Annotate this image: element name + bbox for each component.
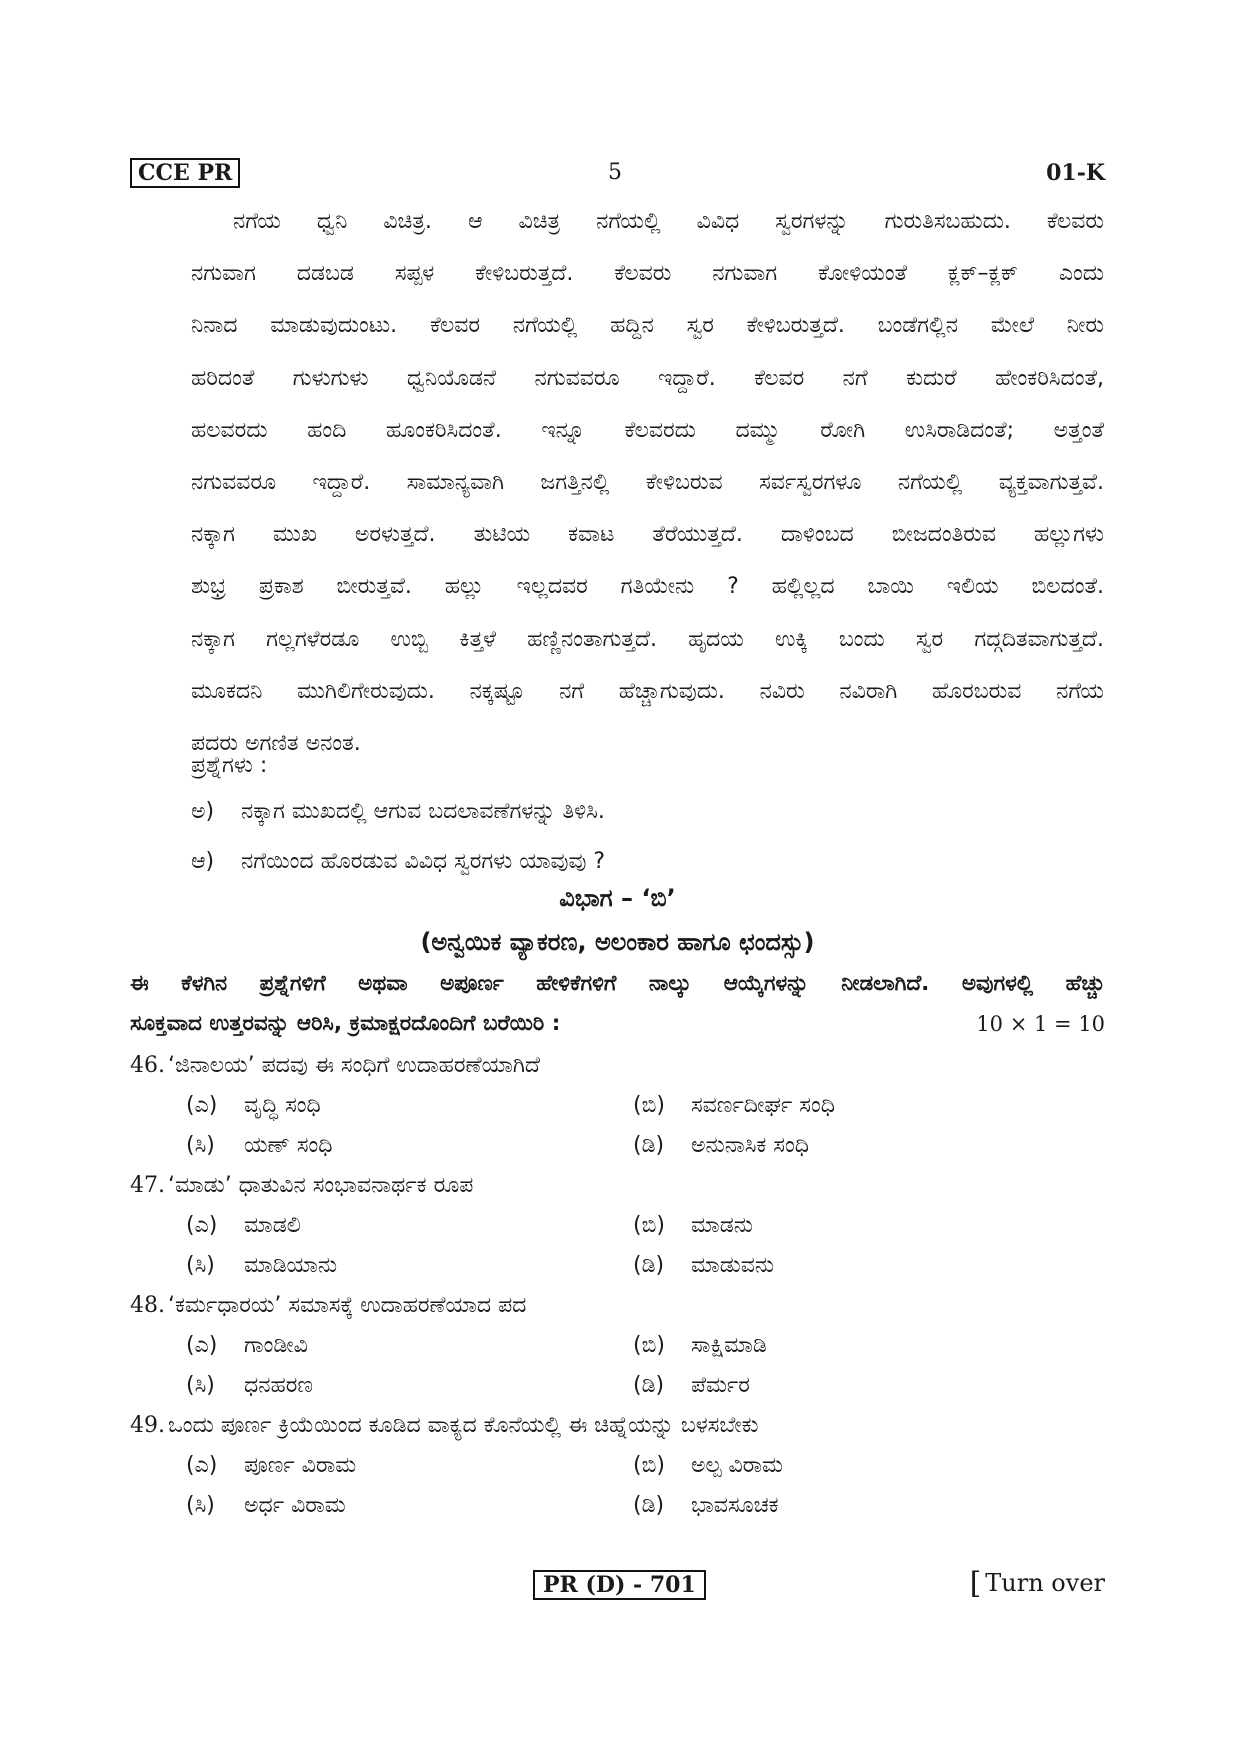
passage-line: ಮೂಕದನಿ ಮುಗಿಲಿಗೇರುವುದು. ನಕ್ಕಷ್ಟೂ ನಗೆ ಹೆಚ್ಚಾಗುವುದು. ನವಿರು ನವಿರಾಗಿ ಹೊರಬರುವ ನಗೆಯ [191, 678, 1104, 704]
option-text: ಭಾವಸೂಚಕ [691, 1493, 779, 1518]
option-text: ಯಣ್ ಸಂಧಿ [244, 1133, 333, 1158]
option-text: ಧನಹರಣ [244, 1373, 313, 1398]
questions-heading: ಪ್ರಶ್ನೆಗಳು : [191, 753, 268, 778]
mcq-option [633, 1126, 809, 1166]
option-label: (ಬಿ) [633, 1213, 665, 1238]
mcq-option [633, 1246, 774, 1286]
option-text: ಸಾಕ್ಷಿಮಾಡಿ [691, 1333, 767, 1358]
mcq-stem: ‘ಮಾಡು’ ಧಾತುವಿನ ಸಂಭಾವನಾರ್ಥಕ ರೂಪ [168, 1173, 474, 1198]
option-text: ಮಾಡುವನು [691, 1253, 775, 1278]
mcq-option [186, 1366, 313, 1406]
mcq-stem: ‘ಕರ್ಮಧಾರಯ’ ಸಮಾಸಕ್ಕೆ ಉದಾಹರಣೆಯಾದ ಪದ [168, 1293, 527, 1318]
option-text: ಮಾಡನು [691, 1213, 753, 1238]
option-text: ಅಲ್ಪ ವಿರಾಮ [691, 1453, 783, 1478]
instruction-line-text: ಸೂಕ್ತವಾದ ಉತ್ತರವನ್ನು ಆರಿಸಿ, ಕ್ರಮಾಕ್ಷರದೊಂದಿಗೆ ಬರೆಯಿರಿ : [130, 1011, 561, 1036]
mcq-option [633, 1206, 753, 1246]
page-number: 5 [608, 160, 622, 185]
passage-line: ನಗುವಾಗ ದಡಬಡ ಸಪ್ಪಳ ಕೇಳಿಬರುತ್ತದೆ. ಕೆಲವರು ನಗುವಾಗ ಕೋಳಿಯಂತೆ ಕ್ಲಕ್‌–ಕ್ಲಕ್ ಎಂದು [191, 261, 1104, 287]
mcq-option [633, 1086, 835, 1126]
mcq-item [130, 1406, 1105, 1526]
option-text: ಪೆರ್ಮರ [691, 1373, 750, 1398]
mcq-option [186, 1326, 308, 1366]
option-label: (ಡಿ) [633, 1493, 665, 1518]
option-label: (ಡಿ) [633, 1373, 665, 1398]
question-text: ನಕ್ಕಾಗ ಮುಖದಲ್ಲಿ ಆಗುವ ಬದಲಾವಣೆಗಳನ್ನು ತಿಳಿಸಿ. [241, 799, 605, 824]
mcq-option [186, 1206, 301, 1246]
section-title: ವಿಭಾಗ – ‘ಬಿ’ [559, 884, 676, 912]
option-label: (ಸಿ) [186, 1133, 215, 1158]
question-marker: ಆ) [191, 849, 215, 874]
mcq-option [186, 1086, 321, 1126]
option-text: ಮಾಡಿಯಾನು [244, 1253, 338, 1278]
mcq-number: 49. [130, 1413, 165, 1438]
option-label: (ಡಿ) [633, 1133, 665, 1158]
option-label: (ಸಿ) [186, 1373, 215, 1398]
mcq-option [186, 1126, 332, 1166]
mcq-item [130, 1286, 1105, 1406]
passage-line: ನಕ್ಕಾಗ ಗಲ್ಲಗಳೆರಡೂ ಉಬ್ಬಿ ಕಿತ್ತಳೆ ಹಣ್ಣಿನಂತಾಗುತ್ತದೆ. ಹೃದಯ ಉಕ್ಕಿ ಬಂದು ಸ್ವರ ಗದ್ಗದಿತವಾಗುತ್ತದೆ. [191, 626, 1104, 652]
option-label: (ಸಿ) [186, 1253, 215, 1278]
option-label: (ಬಿ) [633, 1093, 665, 1118]
mcq-option [633, 1446, 783, 1486]
mcq-stem: ಒಂದು ಪೂರ್ಣ ಕ್ರಿಯೆಯಿಂದ ಕೂಡಿದ ವಾಕ್ಯದ ಕೊನೆಯಲ್ಲಿ ಈ ಚಿಹ್ನೆಯನ್ನು ಬಳಸಬೇಕು [168, 1413, 759, 1438]
mcq-item [130, 1166, 1105, 1286]
mcq-number: 48. [130, 1293, 165, 1318]
question-item [191, 790, 605, 840]
turn-over-note [970, 1568, 1105, 1599]
turn-over-bracket: [ [969, 1566, 982, 1601]
mcq-option [186, 1446, 356, 1486]
option-text: ಗಾಂಡೀವಿ [244, 1333, 308, 1358]
passage-line: ನಗೆಯ ಧ್ವನಿ ವಿಚಿತ್ರ. ಆ ವಿಚಿತ್ರ ನಗೆಯಲ್ಲಿ ವಿವಿಧ ಸ್ವರಗಳನ್ನು ಗುರುತಿಸಬಹುದು. ಕೆಲವರು [233, 209, 1104, 234]
passage-line: ನಿನಾದ ಮಾಡುವುದುಂಟು. ಕೆಲವರ ನಗೆಯಲ್ಲಿ ಹದ್ದಿನ ಸ್ವರ ಕೇಳಿಬರುತ್ತದೆ. ಬಂಡೆಗಲ್ಲಿನ ಮೇಲೆ ನೀರು [191, 313, 1104, 339]
passage-line: ನಕ್ಕಾಗ ಮುಖ ಅರಳುತ್ತದೆ. ತುಟಿಯ ಕವಾಟ ತೆರೆಯುತ್ತದೆ. ದಾಳಿಂಬದ ಬೀಜದಂತಿರುವ ಹಲ್ಲುಗಳು [191, 522, 1104, 548]
passage-line: ಹರಿದಂತೆ ಗುಳುಗುಳು ಧ್ವನಿಯೊಡನೆ ನಗುವವರೂ ಇದ್ದಾರೆ. ಕೆಲವರ ನಗೆ ಕುದುರೆ ಹೇಂಕರಿಸಿದಂತೆ, [191, 365, 1104, 391]
option-label: (ಎ) [186, 1453, 218, 1478]
mcq-option [186, 1246, 337, 1286]
option-label: (ಬಿ) [633, 1453, 665, 1478]
question-marker: ಅ) [191, 799, 215, 824]
mcq-option [186, 1486, 346, 1526]
option-text: ಸವರ್ಣದೀರ್ಘ ಸಂಧಿ [691, 1093, 835, 1118]
page-footer [130, 1566, 1105, 1606]
passage-line: ಶುಭ್ರ ಪ್ರಕಾಶ ಬೀರುತ್ತವೆ. ಹಲ್ಲು ಇಲ್ಲದವರ ಗತಿಯೇನು ? ಹಲ್ಲಿಲ್ಲದ ಬಾಯಿ ಇಲಿಯ ಬಿಲದಂತೆ. [191, 574, 1104, 600]
option-label: (ಡಿ) [633, 1253, 665, 1278]
mcq-number: 46. [130, 1053, 165, 1078]
questions-list [191, 790, 605, 890]
passage [191, 196, 1104, 770]
mcq-list [130, 1046, 1105, 1526]
option-label: (ಎ) [186, 1093, 218, 1118]
footer-code-box: PR (D) - 701 [533, 1570, 706, 1600]
mcq-stem: ‘ಜಿನಾಲಯ’ ಪದವು ಈ ಸಂಧಿಗೆ ಉದಾಹರಣೆಯಾಗಿದೆ [168, 1053, 541, 1078]
mcq-option [633, 1326, 767, 1366]
mcq-item [130, 1046, 1105, 1166]
passage-line: ನಗುವವರೂ ಇದ್ದಾರೆ. ಸಾಮಾನ್ಯವಾಗಿ ಜಗತ್ತಿನಲ್ಲಿ ಕೇಳಿಬರುವ ಸರ್ವಸ್ವರಗಳೂ ನಗೆಯಲ್ಲಿ ವ್ಯಕ್ತವಾಗುತ್ತವೆ. [191, 470, 1104, 496]
paper-id: 01-K [1046, 160, 1105, 186]
page-header [130, 158, 1105, 192]
instruction-line [130, 1004, 1105, 1044]
section-subtitle: (ಅನ್ವಯಿಕ ವ್ಯಾಕರಣ, ಅಲಂಕಾರ ಹಾಗೂ ಛಂದಸ್ಸು) [420, 928, 815, 956]
mcq-option [633, 1486, 779, 1526]
instruction-line: ಈ ಕೆಳಗಿನ ಪ್ರಶ್ನೆಗಳಿಗೆ ಅಥವಾ ಅಪೂರ್ಣ ಹೇಳಿಕೆಗಳಿಗೆ ನಾಲ್ಕು ಆಯ್ಕೆಗಳನ್ನು ನೀಡಲಾಗಿದೆ. ಅವುಗಳಲ್ಲಿ ಹೆಚ್ಚು [130, 971, 1105, 996]
option-label: (ಸಿ) [186, 1493, 215, 1518]
option-label: (ಎ) [186, 1333, 218, 1358]
question-text: ನಗೆಯಿಂದ ಹೊರಡುವ ವಿವಿಧ ಸ್ವರಗಳು ಯಾವುವು ? [241, 849, 606, 874]
marks-allocation: 10 × 1 = 10 [976, 1012, 1105, 1036]
mcq-option [633, 1366, 750, 1406]
option-label: (ಬಿ) [633, 1333, 665, 1358]
section-instruction [130, 964, 1105, 1044]
option-text: ವೃದ್ಧಿ ಸಂಧಿ [244, 1093, 321, 1118]
option-text: ಅನುನಾಸಿಕ ಸಂಧಿ [691, 1133, 809, 1158]
mcq-number: 47. [130, 1173, 165, 1198]
option-text: ಅರ್ಧ ವಿರಾಮ [244, 1493, 346, 1518]
option-text: ಪೂರ್ಣ ವಿರಾಮ [244, 1453, 357, 1478]
option-label: (ಎ) [186, 1213, 218, 1238]
passage-line: ಪದರು ಅಗಣಿತ ಅನಂತ. [191, 731, 361, 757]
option-text: ಮಾಡಲಿ [244, 1213, 301, 1238]
exam-code-box: CCE PR [130, 158, 240, 188]
passage-line: ಹಲವರದು ಹಂದಿ ಹೂಂಕರಿಸಿದಂತೆ. ಇನ್ನೂ ಕೆಲವರದು ದಮ್ಮು ರೋಗಿ ಉಸಿರಾಡಿದಂತೆ; ಅತ್ತಂತೆ [191, 417, 1104, 443]
turn-over-text: Turn over [985, 1569, 1105, 1597]
